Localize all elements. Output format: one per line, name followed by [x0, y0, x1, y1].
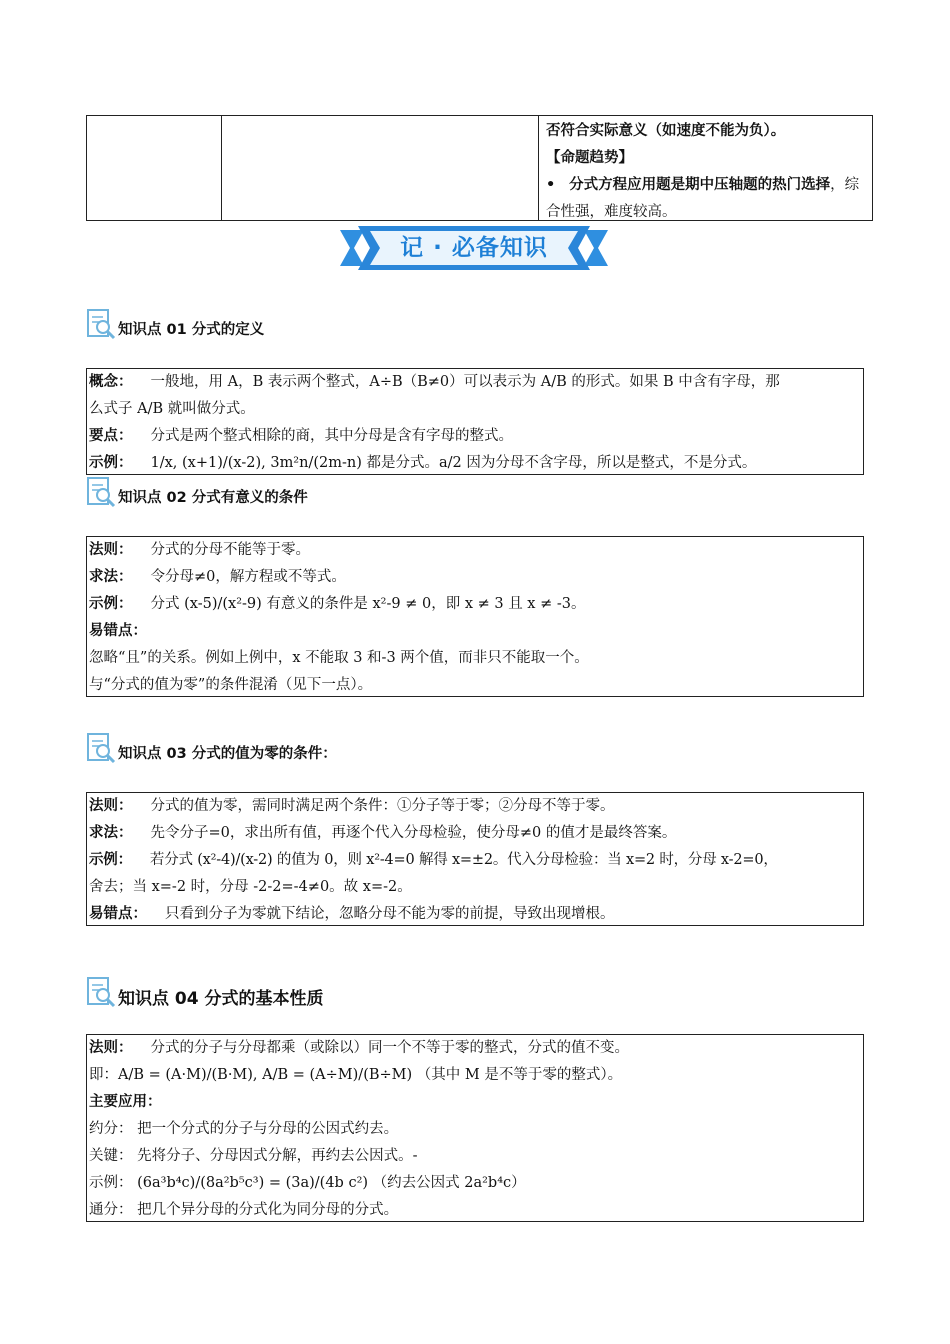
row-text: 与“分式的值为零”的条件混淆（见下一点）。	[89, 677, 373, 693]
knowledge-box	[86, 536, 864, 697]
magnifier-document-icon	[86, 476, 116, 508]
row-text: 令分母≠0，解方程或不等式。	[150, 569, 346, 585]
row-text: 分式的值为零，需同时满足两个条件：①分子等于零；②分母不等于零。	[150, 798, 615, 814]
box-row	[89, 618, 861, 645]
row-text: 舍去；当 x=-2 时，分母 -2-2=-4≠0。故 x=-2。	[89, 879, 412, 895]
box-row	[89, 645, 861, 672]
row-label: 易错点：	[89, 906, 147, 922]
table-divider	[538, 115, 539, 221]
row-text: 示例： (6a³b⁴c)/(8a²b⁵c³) = (3a)/(4b c²) （约去公因式 2a²b⁴c）	[89, 1175, 526, 1191]
row-label: 概念：	[89, 374, 133, 390]
cell-line	[546, 145, 866, 172]
row-text: 一般地，用 A，B 表示两个整式，A÷B（B≠0）可以表示为 A/B 的形式。如果 B 中含有字母，那	[150, 374, 780, 390]
row-label: 示例：	[89, 596, 133, 612]
magnifier-document-icon	[86, 976, 116, 1008]
box-row	[89, 1035, 861, 1062]
box-row	[89, 564, 861, 591]
section-heading	[86, 732, 406, 766]
row-text: 通分： 把几个异分母的分式化为同分母的分式。	[89, 1202, 399, 1218]
row-text: 么式子 A/B 就叫做分式。	[89, 401, 255, 417]
banner-title: 记 · 必备知识	[400, 235, 548, 261]
box-row	[89, 450, 861, 477]
box-row	[89, 820, 861, 847]
box-row	[89, 901, 861, 928]
cell-line	[546, 172, 866, 226]
section-title: 知识点 04 分式的基本性质	[118, 989, 324, 1009]
box-row	[89, 423, 861, 450]
section-title: 知识点 01 分式的定义	[118, 322, 265, 338]
box-row	[89, 1116, 861, 1143]
row-text: 分式的分子与分母都乘（或除以）同一个不等于零的整式，分式的值不变。	[150, 1040, 629, 1056]
row-label: 法则：	[89, 798, 133, 814]
box-row	[89, 537, 861, 564]
box-row	[89, 369, 861, 396]
row-label: 要点：	[89, 428, 133, 444]
row-label: 求法：	[89, 825, 133, 841]
box-row	[89, 1062, 861, 1089]
row-label: 示例：	[89, 852, 132, 868]
box-row	[89, 591, 861, 618]
trend-title: 【命题趋势】	[546, 150, 633, 166]
magnifier-document-icon	[86, 308, 116, 340]
magnifier-document-icon	[86, 732, 116, 764]
row-text: 先令分子=0，求出所有值，再逐个代入分母检验，使分母≠0 的值才是最终答案。	[150, 825, 677, 841]
row-text: 关键： 先将分子、分母因式分解，再约去公因式。-	[89, 1148, 418, 1164]
section-heading	[86, 476, 386, 510]
box-row	[89, 672, 861, 699]
box-row	[89, 847, 861, 874]
section-title: 知识点 02 分式有意义的条件	[118, 490, 308, 506]
box-row	[89, 1197, 861, 1224]
section-title: 知识点 03 分式的值为零的条件：	[118, 746, 337, 762]
row-label: 法则：	[89, 542, 133, 558]
bullet: •	[546, 177, 556, 193]
box-row	[89, 1170, 861, 1197]
row-label: 法则：	[89, 1040, 133, 1056]
row-text: 即：A/B = (A·M)/(B·M), A/B = (A÷M)/(B÷M) （其中 M 是不等于零的整式）。	[89, 1067, 623, 1083]
row-label: 主要应用：	[89, 1094, 162, 1110]
box-row	[89, 874, 861, 901]
row-text: 分式的分母不能等于零。	[150, 542, 310, 558]
row-text: 忽略“且”的关系。例如上例中，x 不能取 3 和-3 两个值，而非只不能取一个。	[89, 650, 589, 666]
trend-text-bold: 分式方程应用题是期中压轴题的热门选	[569, 177, 816, 193]
row-label: 示例：	[89, 455, 133, 471]
knowledge-box	[86, 368, 864, 475]
knowledge-box	[86, 1034, 864, 1222]
box-row	[89, 396, 861, 423]
row-label: 求法：	[89, 569, 133, 585]
row-text: 分式 (x-5)/(x²-9) 有意义的条件是 x²-9 ≠ 0，即 x ≠ 3 且 x ≠ -3。	[150, 596, 586, 612]
box-row	[89, 793, 861, 820]
section-heading	[86, 976, 406, 1010]
top-table-cell	[546, 118, 866, 226]
row-text: 分式是两个整式相除的商，其中分母是含有字母的整式。	[150, 428, 513, 444]
row-label: 易错点：	[89, 623, 147, 639]
table-divider	[221, 115, 222, 221]
knowledge-box	[86, 792, 864, 926]
cell-text: 否符合实际意义（如速度不能为负）。	[546, 123, 786, 139]
row-text: 约分： 把一个分式的分子与分母的公因式约去。	[89, 1121, 399, 1137]
row-text: 只看到分子为零就下结论，忽略分母不能为零的前提，导致出现增根。	[165, 906, 615, 922]
row-text: 若分式 (x²-4)/(x-2) 的值为 0，则 x²-4=0 解得 x=±2。代入分母检验：当 x=2 时，分母 x-2=0，	[149, 852, 778, 868]
section-heading	[86, 308, 386, 342]
cell-line	[546, 118, 866, 145]
box-row	[89, 1143, 861, 1170]
box-row	[89, 1089, 861, 1116]
trend-text-bold-tail: 择	[815, 177, 831, 193]
row-text: 1/x, (x+1)/(x-2), 3m²n/(2m-n) 都是分式。a/2 因为分母不含字母，所以是整式，不是分式。	[150, 455, 757, 471]
trend-text: ，综合性强，难度较高。	[546, 177, 860, 220]
